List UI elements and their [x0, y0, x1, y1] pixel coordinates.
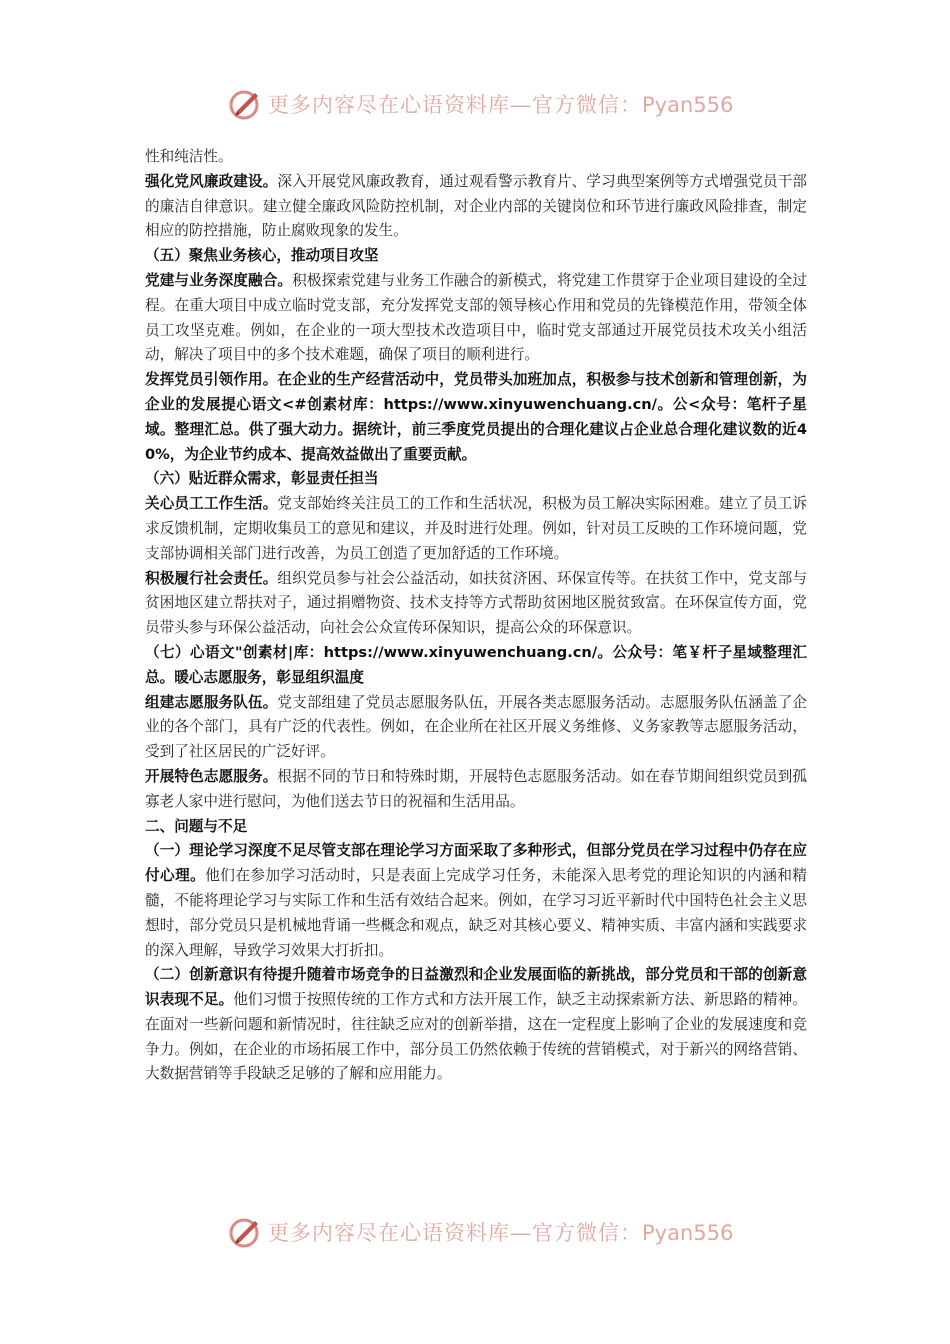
paragraph: 性和纯洁性。	[145, 148, 233, 165]
paragraph: （一）理论学习深度不足尽管支部在理论学习方面采取了多种形式，但部分党员在学习过程中仍存在应付心理。他们在参加学习活动时，只是表面上完成学习任务，未能深入思考党的理论知识的内涵和精髓，不能将理论学习与实际工作和生活有效结合起来。例如，在学习习近平新时代中国特色社会主义思想时，部分党员只是机械地背诵一些概念和观点，缺乏对其核心要义、精神实质、丰富内涵和实践要求的深入理解，导致学习效果大打折扣。	[145, 842, 807, 959]
paragraph: 强化党风廉政建设。深入开展党风廉政教育，通过观看警示教育片、学习典型案例等方式增强党员干部的廉洁自律意识。建立健全廉政风险防控机制，对企业内部的关键岗位和环节进行廉政风险排查，制定相应的防控措施，防止腐败现象的发生。	[145, 172, 807, 240]
watermark-text: 更多内容尽在心语资料库—官方微信：Pyan556	[268, 93, 734, 117]
section-heading: （七）心语文"创素材|库：https://www.xinyuwenchuang.cn/。公众号：笔￥杆子星域整理汇总。暖心志愿服务，彰显组织温度	[145, 643, 807, 686]
pen-logo-icon	[228, 1215, 262, 1249]
watermark-text: 更多内容尽在心语资料库—官方微信：Pyan556	[268, 1221, 734, 1245]
paragraph: 发挥党员引领作用。在企业的生产经营活动中，党员带头加班加点，积极参与技术创新和管理创新，为企业的发展提心语文<#创素材库：https://www.xinyuwenchuang.cn/。公<众号：笔杆子星域。整理汇总。供了强大动力。据统计，前三季度党员提出的合理化建议占企业总合理化建议数的近40%，为企业节约成本、提高效益做出了重要贡献。	[145, 371, 807, 463]
paragraph: （二）创新意识有待提升随着市场竞争的日益激烈和企业发展面临的新挑战，部分党员和干部的创新意识表现不足。他们习惯于按照传统的工作方式和方法开展工作，缺乏主动探索新方法、新思路的精神。在面对一些新问题和新情况时，往往缺乏应对的创新举措，这在一定程度上影响了企业的发展速度和竞争力。例如，在企业的市场拓展工作中，部分员工仍然依赖于传统的营销模式，对于新兴的网络营销、大数据营销等手段缺乏足够的了解和应用能力。	[145, 966, 807, 1083]
watermark-banner-top	[228, 84, 748, 124]
section-heading: 二、问题与不足	[145, 817, 248, 835]
section-heading: （六）贴近群众需求，彰显责任担当	[145, 470, 379, 488]
section-heading: （五）聚焦业务核心，推动项目攻坚	[145, 247, 379, 265]
pen-logo-icon	[228, 87, 262, 121]
document-body	[145, 145, 807, 1087]
watermark-banner-bottom	[228, 1212, 748, 1252]
paragraph: 关心员工工作生活。党支部始终关注员工的工作和生活状况，积极为员工解决实际困难。建立了员工诉求反馈机制，定期收集员工的意见和建议，并及时进行处理。例如，针对员工反映的工作环境问题，党支部协调相关部门进行改善，为员工创造了更加舒适的工作环境。	[145, 495, 807, 562]
paragraph: 积极履行社会责任。组织党员参与社会公益活动，如扶贫济困、环保宣传等。在扶贫工作中，党支部与贫困地区建立帮扶对子，通过捐赠物资、技术支持等方式帮助贫困地区脱贫致富。在环保宣传方面，党员带头参与环保公益活动，向社会公众宣传环保知识，提高公众的环保意识。	[145, 569, 807, 637]
paragraph: 党建与业务深度融合。积极探索党建与业务工作融合的新模式，将党建工作贯穿于企业项目建设的全过程。在重大项目中成立临时党支部，充分发挥党支部的领导核心作用和党员的先锋模范作用，带领全体员工攻坚克难。例如，在企业的一项大型技术改造项目中，临时党支部通过开展党员技术攻关小组活动，解决了项目中的多个技术难题，确保了项目的顺利进行。	[145, 271, 807, 364]
paragraph: 组建志愿服务队伍。党支部组建了党员志愿服务队伍，开展各类志愿服务活动。志愿服务队伍涵盖了企业的各个部门，具有广泛的代表性。例如，在企业所在社区开展义务维修、义务家教等志愿服务活动，受到了社区居民的广泛好评。	[145, 693, 807, 761]
paragraph: 开展特色志愿服务。根据不同的节日和特殊时期，开展特色志愿服务活动。如在春节期间组织党员到孤寡老人家中进行慰问，为他们送去节日的祝福和生活用品。	[145, 767, 807, 810]
